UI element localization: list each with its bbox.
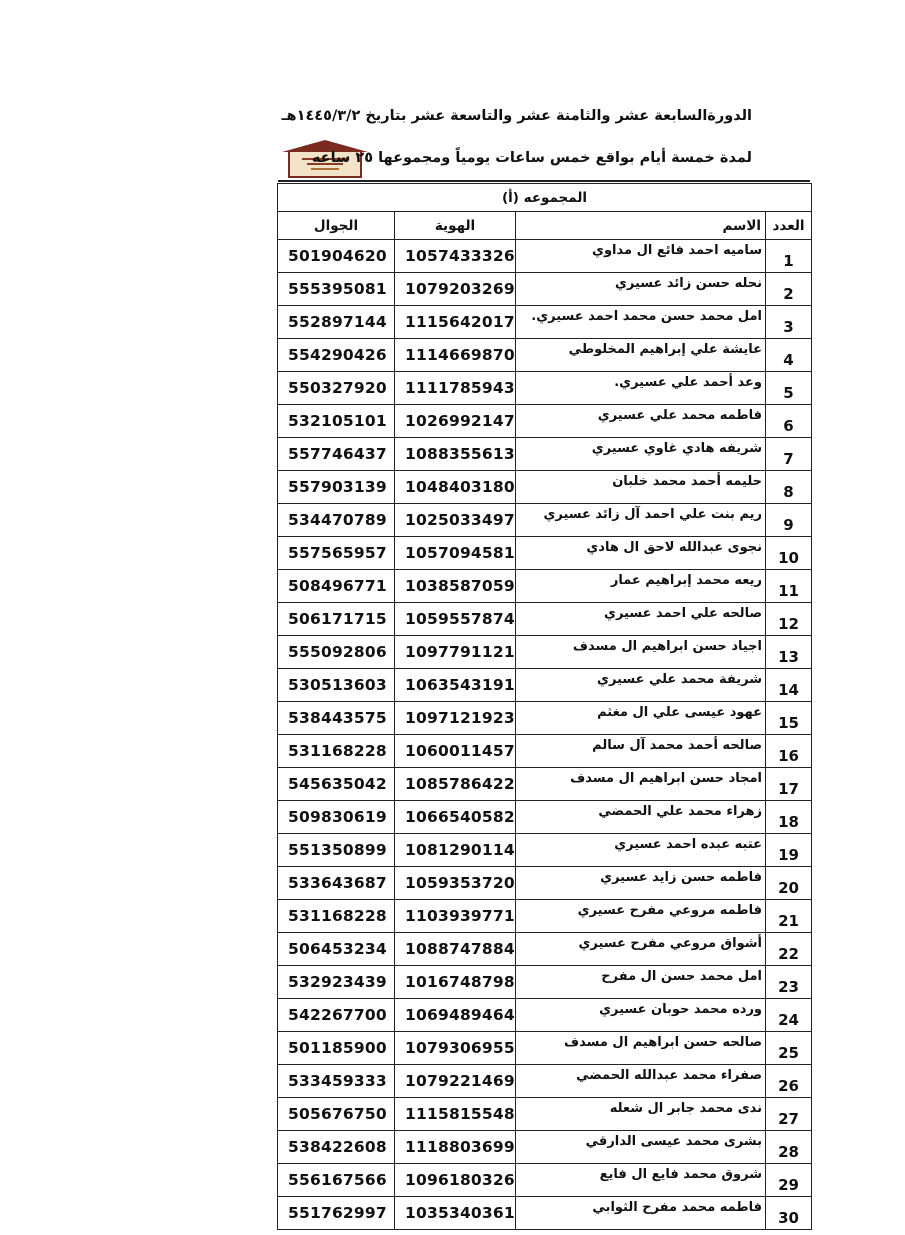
row-id: 1114669870 <box>395 339 516 372</box>
row-number: 25 <box>766 1032 812 1065</box>
row-mobile: 551762997 <box>278 1197 395 1230</box>
row-number: 11 <box>766 570 812 603</box>
row-id: 1096180326 <box>395 1164 516 1197</box>
table-row <box>278 834 812 867</box>
table-row <box>278 1197 812 1230</box>
row-number: 30 <box>766 1197 812 1230</box>
row-id: 1069489464 <box>395 999 516 1032</box>
row-id: 1097791121 <box>395 636 516 669</box>
row-number: 6 <box>766 405 812 438</box>
row-number: 18 <box>766 801 812 834</box>
table-row <box>278 900 812 933</box>
row-id: 1057433326 <box>395 240 516 273</box>
row-name: شريفة محمد علي عسيري <box>516 669 766 702</box>
row-id: 1079203269 <box>395 273 516 306</box>
row-mobile: 554290426 <box>278 339 395 372</box>
row-number: 9 <box>766 504 812 537</box>
row-name: فاطمه مروعي مفرح عسيري <box>516 900 766 933</box>
row-number: 2 <box>766 273 812 306</box>
table-row <box>278 603 812 636</box>
row-number: 21 <box>766 900 812 933</box>
row-name: صالحه حسن ابراهيم ال مسدف <box>516 1032 766 1065</box>
row-mobile: 531168228 <box>278 900 395 933</box>
row-number: 14 <box>766 669 812 702</box>
table-row <box>278 669 812 702</box>
row-name: ندى محمد جابر ال شعله <box>516 1098 766 1131</box>
column-header-row <box>278 212 812 240</box>
row-name: ريعه محمد إبراهيم عمار <box>516 570 766 603</box>
row-mobile: 551350899 <box>278 834 395 867</box>
row-number: 3 <box>766 306 812 339</box>
row-id: 1025033497 <box>395 504 516 537</box>
row-mobile: 557903139 <box>278 471 395 504</box>
row-name: صفراء محمد عبدالله الحمضي <box>516 1065 766 1098</box>
row-mobile: 505676750 <box>278 1098 395 1131</box>
row-name: نجوى عبدالله لاحق ال هادي <box>516 537 766 570</box>
table-row <box>278 933 812 966</box>
table-row <box>278 372 812 405</box>
row-number: 27 <box>766 1098 812 1131</box>
row-number: 17 <box>766 768 812 801</box>
row-mobile: 550327920 <box>278 372 395 405</box>
row-number: 29 <box>766 1164 812 1197</box>
row-mobile: 501185900 <box>278 1032 395 1065</box>
table-row <box>278 273 812 306</box>
row-id: 1088355613 <box>395 438 516 471</box>
row-id: 1063543191 <box>395 669 516 702</box>
row-mobile: 545635042 <box>278 768 395 801</box>
row-name: أشواق مروعي مفرح عسيري <box>516 933 766 966</box>
row-mobile: 530513603 <box>278 669 395 702</box>
table-row <box>278 240 812 273</box>
table-row <box>278 339 812 372</box>
row-id: 1035340361 <box>395 1197 516 1230</box>
table-row <box>278 438 812 471</box>
group-title-row <box>278 184 812 212</box>
row-name: نحله حسن زائد عسيري <box>516 273 766 306</box>
row-id: 1111785943 <box>395 372 516 405</box>
table-row <box>278 1164 812 1197</box>
row-number: 4 <box>766 339 812 372</box>
document-title-line-2: لمدة خمسة أيام بواقع خمس ساعات يومياً ومجموعها ٢٥ ساعه <box>311 150 752 166</box>
row-number: 8 <box>766 471 812 504</box>
group-title: المجموعه (أ) <box>278 184 812 212</box>
row-name: صالحه أحمد محمد آل سالم <box>516 735 766 768</box>
participants-table-wrapper <box>277 183 811 1230</box>
row-mobile: 557746437 <box>278 438 395 471</box>
row-number: 20 <box>766 867 812 900</box>
row-name: شريفه هادي غاوي عسيري <box>516 438 766 471</box>
row-id: 1038587059 <box>395 570 516 603</box>
row-id: 1115815548 <box>395 1098 516 1131</box>
row-id: 1085786422 <box>395 768 516 801</box>
row-mobile: 501904620 <box>278 240 395 273</box>
document-title-line-1: الدورةالسابعة عشر والثامنة عشر والتاسعة عشر بتاريخ ١٤٤٥/٣/٢هـ <box>281 108 752 124</box>
row-name: ساميه احمد فائع ال مداوي <box>516 240 766 273</box>
table-row <box>278 405 812 438</box>
row-number: 24 <box>766 999 812 1032</box>
row-mobile: 509830619 <box>278 801 395 834</box>
row-mobile: 534470789 <box>278 504 395 537</box>
column-header-number: العدد <box>766 212 812 240</box>
row-name: وعد أحمد علي عسيري. <box>516 372 766 405</box>
row-number: 5 <box>766 372 812 405</box>
table-row <box>278 1131 812 1164</box>
row-id: 1059557874 <box>395 603 516 636</box>
table-row <box>278 999 812 1032</box>
row-id: 1060011457 <box>395 735 516 768</box>
table-row <box>278 537 812 570</box>
row-mobile: 556167566 <box>278 1164 395 1197</box>
row-number: 15 <box>766 702 812 735</box>
row-id: 1079306955 <box>395 1032 516 1065</box>
row-mobile: 552897144 <box>278 306 395 339</box>
row-name: عتبه عبده احمد عسيري <box>516 834 766 867</box>
row-number: 13 <box>766 636 812 669</box>
row-id: 1103939771 <box>395 900 516 933</box>
row-name: حليمه أحمد محمد خلبان <box>516 471 766 504</box>
row-mobile: 557565957 <box>278 537 395 570</box>
row-name: فاطمه محمد مفرح الثوابي <box>516 1197 766 1230</box>
participants-table <box>277 183 812 1230</box>
table-row <box>278 735 812 768</box>
row-name: ورده محمد حوبان عسيري <box>516 999 766 1032</box>
row-name: صالحه علي احمد عسيري <box>516 603 766 636</box>
row-number: 7 <box>766 438 812 471</box>
table-row <box>278 966 812 999</box>
table-row <box>278 867 812 900</box>
row-id: 1059353720 <box>395 867 516 900</box>
table-row <box>278 1032 812 1065</box>
header-divider <box>278 180 810 182</box>
row-name: فاطمه محمد علي عسيري <box>516 405 766 438</box>
row-mobile: 506171715 <box>278 603 395 636</box>
row-id: 1097121923 <box>395 702 516 735</box>
row-number: 16 <box>766 735 812 768</box>
row-id: 1026992147 <box>395 405 516 438</box>
table-row <box>278 570 812 603</box>
table-row <box>278 1098 812 1131</box>
row-name: امل محمد حسن محمد احمد عسيري. <box>516 306 766 339</box>
table-row <box>278 1065 812 1098</box>
row-mobile: 532105101 <box>278 405 395 438</box>
row-id: 1088747884 <box>395 933 516 966</box>
row-number: 19 <box>766 834 812 867</box>
row-mobile: 555092806 <box>278 636 395 669</box>
row-mobile: 533459333 <box>278 1065 395 1098</box>
row-number: 23 <box>766 966 812 999</box>
row-name: ريم بنت علي احمد آل زائد عسيري <box>516 504 766 537</box>
row-mobile: 538422608 <box>278 1131 395 1164</box>
row-mobile: 538443575 <box>278 702 395 735</box>
row-name: بشرى محمد عيسى الدارقي <box>516 1131 766 1164</box>
row-mobile: 542267700 <box>278 999 395 1032</box>
row-mobile: 508496771 <box>278 570 395 603</box>
row-id: 1016748798 <box>395 966 516 999</box>
row-mobile: 506453234 <box>278 933 395 966</box>
column-header-mobile: الجوال <box>278 212 395 240</box>
row-name: زهراء محمد علي الحمضي <box>516 801 766 834</box>
table-row <box>278 801 812 834</box>
row-id: 1066540582 <box>395 801 516 834</box>
row-name: فاطمه حسن زايد عسيري <box>516 867 766 900</box>
table-row <box>278 471 812 504</box>
row-name: عهود عيسى علي ال مغثم <box>516 702 766 735</box>
row-id: 1048403180 <box>395 471 516 504</box>
row-name: شروق محمد فايع ال فايع <box>516 1164 766 1197</box>
row-id: 1115642017 <box>395 306 516 339</box>
row-mobile: 532923439 <box>278 966 395 999</box>
table-row <box>278 636 812 669</box>
table-row <box>278 504 812 537</box>
row-mobile: 531168228 <box>278 735 395 768</box>
row-number: 28 <box>766 1131 812 1164</box>
row-number: 12 <box>766 603 812 636</box>
row-number: 10 <box>766 537 812 570</box>
row-id: 1057094581 <box>395 537 516 570</box>
row-name: امل محمد حسن ال مفرح <box>516 966 766 999</box>
row-number: 22 <box>766 933 812 966</box>
row-id: 1079221469 <box>395 1065 516 1098</box>
column-header-id: الهوية <box>395 212 516 240</box>
table-row <box>278 768 812 801</box>
row-id: 1081290114 <box>395 834 516 867</box>
row-id: 1118803699 <box>395 1131 516 1164</box>
row-number: 26 <box>766 1065 812 1098</box>
row-name: اجياد حسن ابراهيم ال مسدف <box>516 636 766 669</box>
row-mobile: 533643687 <box>278 867 395 900</box>
row-number: 1 <box>766 240 812 273</box>
table-row <box>278 702 812 735</box>
column-header-name: الاسم <box>516 212 766 240</box>
row-mobile: 555395081 <box>278 273 395 306</box>
table-row <box>278 306 812 339</box>
row-name: امجاد حسن ابراهيم ال مسدف <box>516 768 766 801</box>
row-name: عايشة علي إبراهيم المخلوطي <box>516 339 766 372</box>
